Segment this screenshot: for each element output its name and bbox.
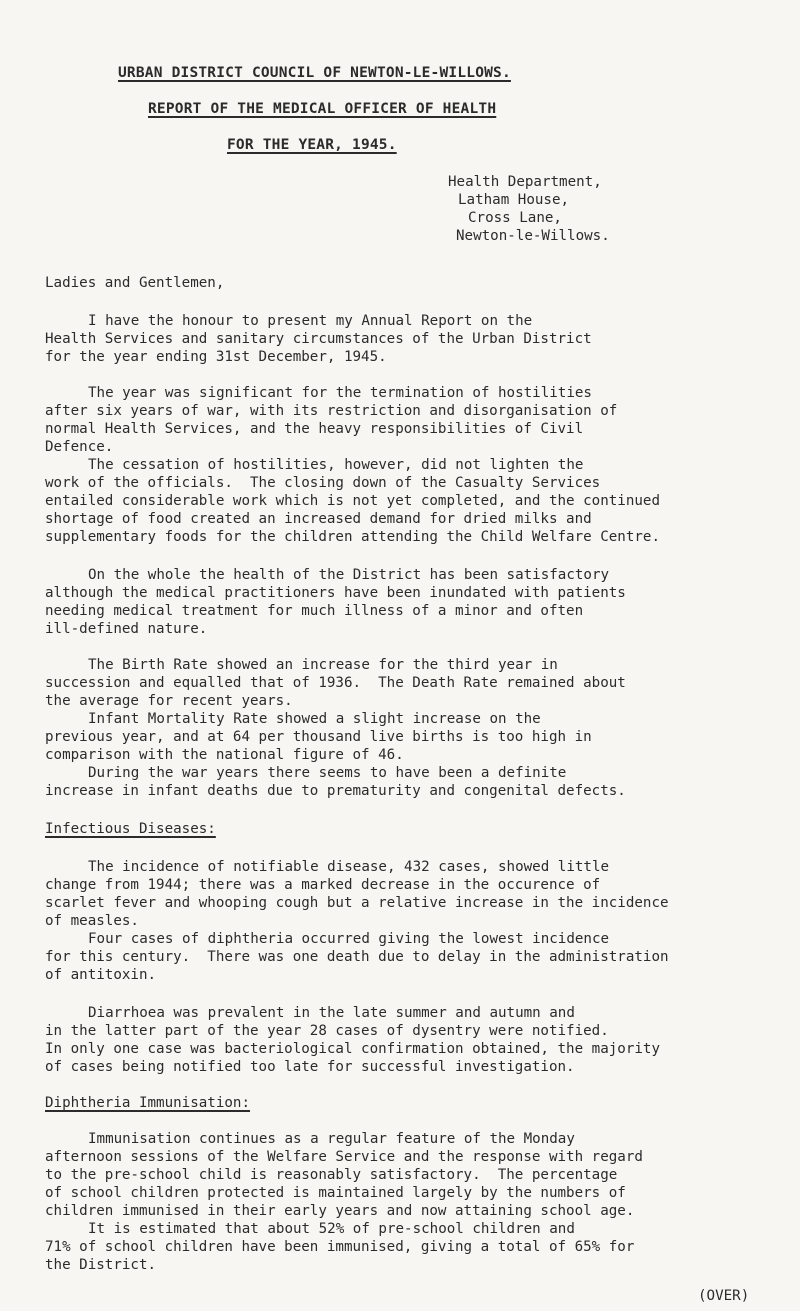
text-line: normal Health Services, and the heavy responsibilities of Civil bbox=[45, 421, 584, 437]
text-line: The cessation of hostilities, however, did not lighten the bbox=[88, 457, 584, 473]
text-line: The year was significant for the termination of hostilities bbox=[88, 385, 592, 401]
section-heading: Diphtheria Immunisation: bbox=[45, 1095, 250, 1111]
address-line: Cross Lane, bbox=[468, 210, 562, 226]
text-line: I have the honour to present my Annual Report on the bbox=[88, 313, 533, 329]
text-line: 71% of school children have been immunised, giving a total of 65% for bbox=[45, 1239, 635, 1255]
text-line: the average for recent years. bbox=[45, 693, 293, 709]
address-line: Newton-le-Willows. bbox=[456, 228, 610, 244]
text-line: the District. bbox=[45, 1257, 157, 1273]
text-line: to the pre-school child is reasonably satisfactory. The percentage bbox=[45, 1167, 618, 1183]
text-line: The Birth Rate showed an increase for the third year in bbox=[88, 657, 558, 673]
text-line: previous year, and at 64 per thousand live births is too high in bbox=[45, 729, 592, 745]
text-line: change from 1944; there was a marked decrease in the occurence of bbox=[45, 877, 601, 893]
text-line: It is estimated that about 52% of pre-school children and bbox=[88, 1221, 575, 1237]
text-line: In only one case was bacteriological confirmation obtained, the majority bbox=[45, 1041, 660, 1057]
text-line: needing medical treatment for much illness of a minor and often bbox=[45, 603, 584, 619]
text-line: On the whole the health of the District has been satisfactory bbox=[88, 567, 610, 583]
text-line: afternoon sessions of the Welfare Service and the response with regard bbox=[45, 1149, 643, 1165]
text-line: ill-defined nature. bbox=[45, 621, 208, 637]
text-line: Health Services and sanitary circumstances of the Urban District bbox=[45, 331, 592, 347]
text-line: work of the officials. The closing down of the Casualty Services bbox=[45, 475, 601, 491]
text-line: increase in infant deaths due to prematurity and congenital defects. bbox=[45, 783, 626, 799]
text-line: Defence. bbox=[45, 439, 114, 455]
page-over-marker: (OVER) bbox=[698, 1288, 750, 1304]
text-line: The incidence of notifiable disease, 432 cases, showed little bbox=[88, 859, 610, 875]
text-line: for the year ending 31st December, 1945. bbox=[45, 349, 387, 365]
text-line: Infant Mortality Rate showed a slight increase on the bbox=[88, 711, 541, 727]
text-line: in the latter part of the year 28 cases of dysentry were notified. bbox=[45, 1023, 609, 1039]
address-line: Latham House, bbox=[458, 192, 570, 208]
section-heading: Infectious Diseases: bbox=[45, 821, 216, 837]
address-line: Health Department, bbox=[448, 174, 602, 190]
report-title: REPORT OF THE MEDICAL OFFICER OF HEALTH bbox=[148, 101, 497, 117]
council-title: URBAN DISTRICT COUNCIL OF NEWTON-LE-WILLOWS. bbox=[118, 65, 511, 81]
text-line: of school children protected is maintained largely by the numbers of bbox=[45, 1185, 626, 1201]
text-line: Diarrhoea was prevalent in the late summer and autumn and bbox=[88, 1005, 575, 1021]
text-line: of antitoxin. bbox=[45, 967, 157, 983]
text-line: shortage of food created an increased demand for dried milks and bbox=[45, 511, 592, 527]
text-line: During the war years there seems to have been a definite bbox=[88, 765, 567, 781]
text-line: comparison with the national figure of 46. bbox=[45, 747, 404, 763]
salutation: Ladies and Gentlemen, bbox=[45, 275, 225, 291]
text-line: children immunised in their early years and now attaining school age. bbox=[45, 1203, 635, 1219]
text-line: of measles. bbox=[45, 913, 139, 929]
report-year: FOR THE YEAR, 1945. bbox=[227, 137, 397, 153]
text-line: scarlet fever and whooping cough but a relative increase in the incidence bbox=[45, 895, 669, 911]
text-line: entailed considerable work which is not yet completed, and the continued bbox=[45, 493, 660, 509]
text-line: Immunisation continues as a regular feature of the Monday bbox=[88, 1131, 575, 1147]
text-line: supplementary foods for the children attending the Child Welfare Centre. bbox=[45, 529, 660, 545]
text-line: succession and equalled that of 1936. The Death Rate remained about bbox=[45, 675, 626, 691]
text-line: of cases being notified too late for successful investigation. bbox=[45, 1059, 575, 1075]
text-line: Four cases of diphtheria occurred giving the lowest incidence bbox=[88, 931, 610, 947]
text-line: although the medical practitioners have been inundated with patients bbox=[45, 585, 626, 601]
text-line: for this century. There was one death due to delay in the administration bbox=[45, 949, 669, 965]
text-line: after six years of war, with its restriction and disorganisation of bbox=[45, 403, 618, 419]
